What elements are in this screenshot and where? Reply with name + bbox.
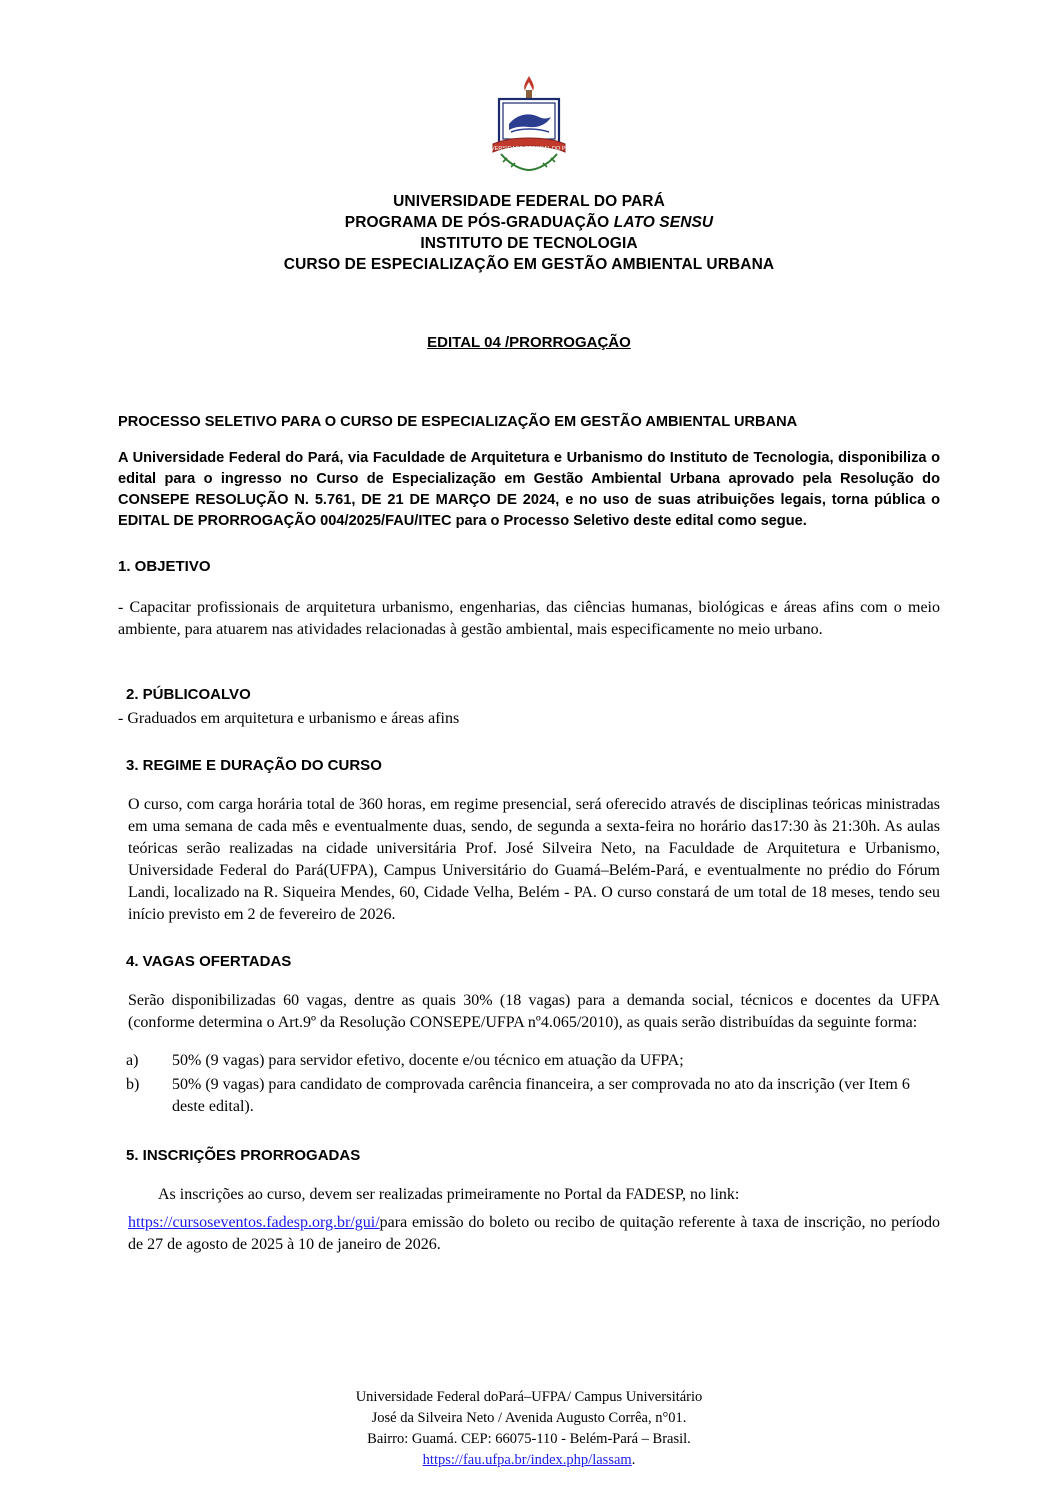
text-publico-alvo: - Graduados em arquitetura e urbanismo e áreas afins — [118, 710, 460, 728]
footer-line-1: Universidade Federal doPará–UFPA/ Campus Universitário — [355, 1388, 703, 1405]
header-line-institute: INSTITUTO DE TECNOLOGIA — [420, 234, 638, 252]
text-inscricoes-link-para — [118, 1212, 940, 1256]
fadesp-portal-link[interactable]: https://cursoseventos.fadesp.org.br/gui/ — [128, 1213, 380, 1231]
header-program-latosensu: LATO SENSU — [613, 213, 714, 231]
logo-container — [118, 74, 940, 178]
page-footer — [0, 1387, 1058, 1471]
list-item-text: 50% (9 vagas) para candidato de comprovada carência financeira, a ser comprovada no ato da inscrição (ver Item 6 deste edital). — [172, 1076, 910, 1116]
list-item-text: 50% (9 vagas) para servidor efetivo, docente e/ou técnico em atuação da UFPA; — [172, 1052, 684, 1070]
heading-publico-alvo: 2. PÚBLICOALVO — [126, 685, 251, 703]
text-inscricoes-intro: As inscrições ao curso, devem ser realizadas primeiramente no Portal da FADESP, no link: — [158, 1185, 740, 1203]
list-item-marker: a) — [126, 1052, 139, 1070]
text-objetivo: - Capacitar profissionais de arquitetura urbanismo, engenharias, das ciências humanas, biológicas e áreas afins com o meio ambiente, para atuarem nas atividades relacionadas à gestão ambiental, mais especificamente no meio urbano. — [118, 598, 940, 638]
heading-inscricoes-prorrogadas: 5. INSCRIÇÕES PRORROGADAS — [126, 1147, 361, 1165]
text-vagas-ofertadas: Serão disponibilizadas 60 vagas, dentre as quais 30% (18 vagas) para a demanda social, técnicos e docentes da UFPA (conforme determina o Art.9º da Resolução CONSEPE/UFPA nº4.065/2010), as quais serão distribuídas da seguinte forma: — [128, 991, 940, 1032]
heading-objetivo: 1. OBJETIVO — [118, 558, 211, 576]
footer-period: . — [631, 1451, 636, 1468]
edital-intro-paragraph: A Universidade Federal do Pará, via Faculdade de Arquitetura e Urbanismo do Instituto de Tecnologia, disponibiliza o edital para o ingresso no Curso de Especialização em Gestão Ambiental Urbana aprovado pela Resolução do CONSEPE RESOLUÇÃO N. 5.761, DE 21 DE MARÇO DE 2024, e no uso de suas atribuições legais, torna pública o EDITAL DE PRORROGAÇÃO 004/2025/FAU/ITEC para o Processo Seletivo deste edital como segue. — [118, 450, 940, 529]
text-regime-duracao: O curso, com carga horária total de 360 horas, em regime presencial, será oferecido através de disciplinas teóricas ministradas em uma semana de cada mês e eventualmente duas, sendo, de segunda a sexta-feira no horário das17:30 às 21:30h. As aulas teóricas serão realizadas na cidade universitária Prof. José Silveira Neto, na Faculdade de Arquitetura e Urbanismo, Universidade Federal do Pará(UFPA), Campus Universitário do Guamá–Belém-Pará, e eventualmente no prédio do Fórum Landi, localizado na R. Siqueira Mendes, 60, Cidade Velha, Belém - PA. O curso constará de um total de 18 meses, tendo seu início previsto em 2 de fevereiro de 2026. — [128, 795, 940, 924]
text-inscricoes-rest: para emissão do boleto ou recibo de quitação referente à taxa de inscrição, no período de 27 de agosto de 2025 à 10 de janeiro de 2026. — [128, 1213, 940, 1253]
edital-subject: PROCESSO SELETIVO PARA O CURSO DE ESPECIALIZAÇÃO EM GESTÃO AMBIENTAL URBANA — [118, 413, 798, 430]
list-item-marker: b) — [126, 1076, 140, 1094]
ufpa-crest-logo — [481, 74, 577, 178]
svg-text:UNIVERSIDADE FEDERAL DO PARÁ: UNIVERSIDADE FEDERAL DO PARÁ — [481, 146, 577, 152]
heading-regime-duracao: 3. REGIME E DURAÇÃO DO CURSO — [126, 757, 382, 775]
header-line-course: CURSO DE ESPECIALIZAÇÃO EM GESTÃO AMBIENTAL URBANA — [283, 255, 775, 273]
vagas-list — [118, 1050, 940, 1118]
list-item — [118, 1074, 940, 1118]
list-item — [118, 1050, 940, 1072]
footer-line-2: José da Silveira Neto / Avenida Augusto Corrêa, n°01. — [371, 1409, 687, 1426]
institution-header — [118, 192, 940, 276]
footer-line-3: Bairro: Guamá. CEP: 66075-110 - Belém-Pará – Brasil. — [367, 1430, 691, 1447]
lassam-site-link[interactable]: https://fau.ufpa.br/index.php/lassam — [422, 1451, 632, 1468]
edital-title: EDITAL 04 /PRORROGAÇÃO — [427, 333, 631, 351]
heading-vagas-ofertadas: 4. VAGAS OFERTADAS — [126, 953, 292, 971]
header-line-university: UNIVERSIDADE FEDERAL DO PARÁ — [393, 193, 665, 210]
header-line-program — [118, 213, 940, 234]
header-program-prefix: PROGRAMA DE PÓS-GRADUAÇÃO — [344, 213, 614, 231]
footer-line-4 — [0, 1450, 1058, 1471]
